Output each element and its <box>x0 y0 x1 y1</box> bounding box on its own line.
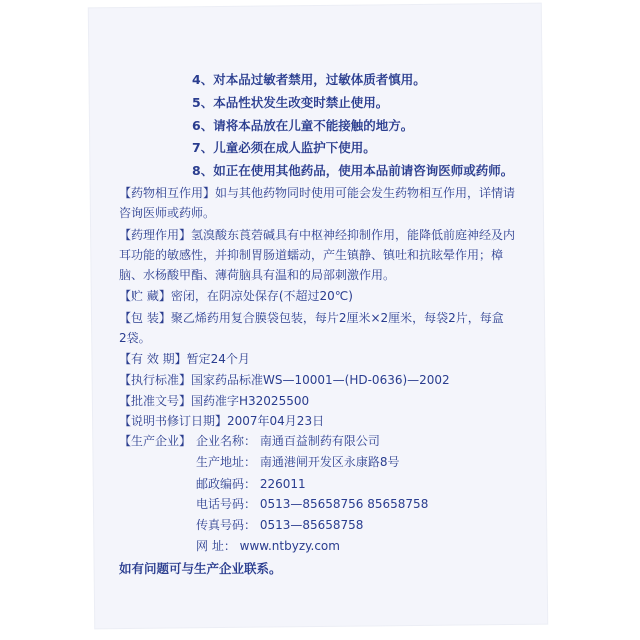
interaction-line-2: 咨询医师或药师。 <box>119 206 216 220</box>
packaging-line-2: 2袋。 <box>119 331 151 345</box>
website: 网 址： www.ntbyzy.com <box>196 539 340 553</box>
postcode: 邮政编码： 226011 <box>196 477 306 491</box>
interaction-line-1: 【药物相互作用】如与其他药物同时使用可能会发生药物相互作用，详情请 <box>119 186 516 200</box>
precaution-5: 5、本品性状发生改变时禁止使用。 <box>192 95 389 110</box>
storage: 【贮 藏】密闭，在阴凉处保存(不超过20℃) <box>119 289 353 303</box>
pharmacology-line-1: 【药理作用】氢溴酸东莨菪碱具有中枢神经抑制作用，能降低前庭神经及内 <box>119 228 516 242</box>
phone-number: 电话号码： 0513—85658756 85658758 <box>196 497 429 511</box>
footer-contact-note: 如有问题可与生产企业联系。 <box>119 561 282 576</box>
manufacturer-label: 【生产企业】 <box>119 434 192 448</box>
precaution-7: 7、儿童必须在成人监护下使用。 <box>192 140 376 155</box>
pharmacology-line-3: 脑、水杨酸甲酯、薄荷脑具有温和的局部刺激作用。 <box>119 268 396 282</box>
pharmacology-line-2: 耳功能的敏感性，并抑制胃肠道蠕动，产生镇静、镇吐和抗眩晕作用；樟 <box>119 248 504 262</box>
precaution-8: 8、如正在使用其他药品，使用本品前请咨询医师或药师。 <box>192 163 514 178</box>
validity: 【有 效 期】暂定24个月 <box>119 352 250 366</box>
execution-standard: 【执行标准】国家药品标准WS—10001—(HD-0636)—2002 <box>119 373 450 387</box>
packaging-line-1: 【包 装】聚乙烯药用复合膜袋包装，每片2厘米×2厘米，每袋2片，每盒 <box>119 311 504 325</box>
revision-date: 【说明书修订日期】2007年04月23日 <box>119 414 325 428</box>
fax-number: 传真号码： 0513—85658758 <box>196 518 364 532</box>
company-address: 生产地址： 南通港闸开发区永康路8号 <box>196 455 400 469</box>
company-name: 企业名称： 南通百益制药有限公司 <box>196 434 380 448</box>
precaution-6: 6、请将本品放在儿童不能接触的地方。 <box>192 118 414 133</box>
approval-number: 【批准文号】国药准字H32025500 <box>119 394 310 408</box>
precaution-4: 4、对本品过敏者禁用，过敏体质者慎用。 <box>192 72 426 87</box>
